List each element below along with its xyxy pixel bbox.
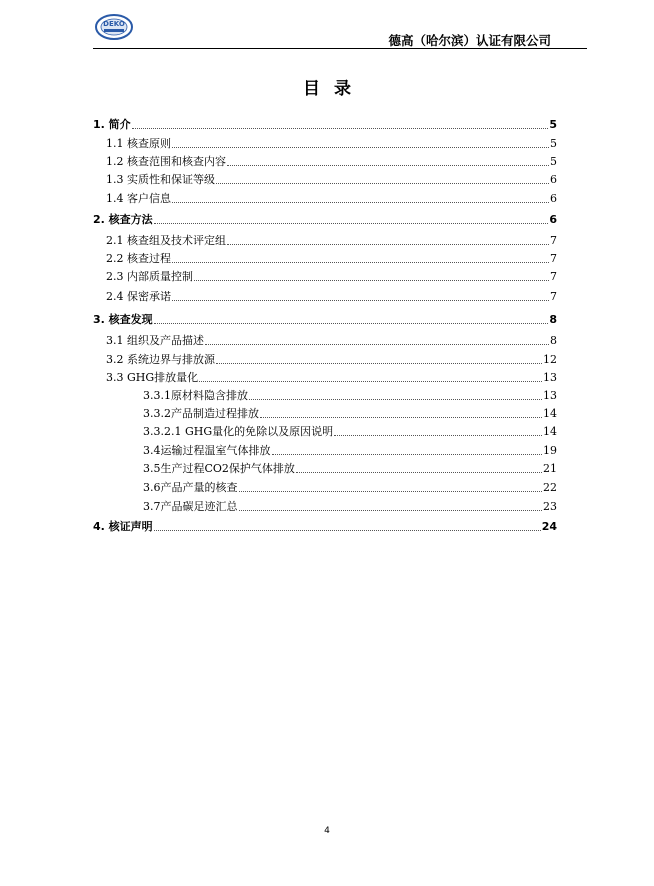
toc-entry-label: 3.1 组织及产品描述 [106,334,204,347]
toc-entry[interactable] [143,405,557,421]
toc-entry-page: 5 [550,137,557,150]
toc-entry[interactable] [106,171,557,187]
toc-entry-label: 3.6产品产量的核查 [143,481,238,494]
toc-entry-page: 19 [543,444,557,457]
toc-entry-page: 8 [549,313,557,326]
toc-leader-dots [154,223,549,224]
toc-entry-page: 13 [543,371,557,384]
toc-entry[interactable] [106,250,557,266]
company-logo-icon [94,13,134,41]
toc-leader-dots [260,417,542,418]
toc-entry-label: 3.4运输过程温室气体排放 [143,444,271,457]
toc-leader-dots [172,300,549,301]
toc-entry-page: 21 [543,462,557,475]
page-number: 4 [324,826,330,836]
toc-entry-label: 3. 核查发现 [93,313,153,326]
toc-entry-page: 8 [550,334,557,347]
toc-entry[interactable] [93,211,557,227]
toc-entry-label: 1. 简介 [93,118,131,131]
company-name: 德高（哈尔滨）认证有限公司 [388,33,551,48]
toc-leader-dots [216,183,549,184]
toc-entry-label: 1.1 核查原则 [106,137,171,150]
toc-entry-page: 14 [543,425,557,438]
toc-entry[interactable] [143,460,557,476]
toc-title: 目录 [303,79,365,99]
toc-leader-dots [216,363,542,364]
toc-leader-dots [239,510,543,511]
toc-leader-dots [227,165,549,166]
toc-entry-label: 3.3.1原材料隐含排放 [143,389,248,402]
toc-entry[interactable] [106,351,557,367]
toc-entry-page: 23 [543,500,557,513]
toc-entry[interactable] [106,232,557,248]
toc-leader-dots [154,323,549,324]
toc-entry-label: 1.2 核查范围和核查内容 [106,155,226,168]
toc-entry-page: 7 [550,252,557,265]
toc-leader-dots [132,128,549,129]
toc-entry-page: 24 [541,520,557,533]
toc-entry[interactable] [93,116,557,132]
toc-entry-page: 14 [543,407,557,420]
toc-entry-page: 5 [549,118,557,131]
toc-entry[interactable] [106,332,557,348]
toc-entry[interactable] [93,311,557,327]
toc-leader-dots [172,262,549,263]
toc-entry-page: 7 [550,290,557,303]
toc-entry-label: 2.2 核查过程 [106,252,171,265]
toc-entry-page: 6 [550,192,557,205]
toc-entry-page: 5 [550,155,557,168]
toc-leader-dots [272,454,543,455]
header-divider [93,48,587,49]
toc-leader-dots [227,244,549,245]
toc-leader-dots [199,381,542,382]
toc-entry[interactable] [143,423,557,439]
toc-entry-label: 1.3 实质性和保证等级 [106,173,215,186]
toc-entry-label: 3.3.2产品制造过程排放 [143,407,259,420]
toc-entry[interactable] [93,518,557,534]
toc-entry[interactable] [143,498,557,514]
toc-entry-page: 12 [543,353,557,366]
toc-entry-label: 3.7产品碳足迹汇总 [143,500,238,513]
toc-leader-dots [172,147,549,148]
toc-entry[interactable] [106,268,557,284]
toc-leader-dots [296,472,542,473]
toc-entry-label: 3.5生产过程CO2保护气体排放 [143,462,295,475]
toc-leader-dots [334,435,542,436]
toc-entry-label: 1.4 客户信息 [106,192,171,205]
toc-entry-label: 2. 核查方法 [93,213,153,226]
toc-entry-page: 22 [543,481,557,494]
toc-entry-label: 3.3 GHG排放量化 [106,371,199,384]
toc-leader-dots [194,280,549,281]
toc-entry-label: 3.3.2.1 GHG量化的免除以及原因说明 [143,425,334,438]
toc-entry-label: 2.4 保密承诺 [106,290,171,303]
toc-entry-page: 6 [550,173,557,186]
toc-entry-page: 6 [549,213,557,226]
toc-entry[interactable] [106,288,557,304]
toc-entry-label: 4. 核证声明 [93,520,153,533]
toc-entry[interactable] [106,135,557,151]
toc-entry-page: 7 [550,234,557,247]
toc-entry-label: 2.3 内部质量控制 [106,270,193,283]
toc-entry-page: 7 [550,270,557,283]
toc-entry[interactable] [106,190,557,206]
toc-leader-dots [249,399,542,400]
toc-entry-page: 13 [543,389,557,402]
toc-leader-dots [172,202,549,203]
logo-text: DEKO [103,20,125,28]
toc-entry[interactable] [106,369,557,385]
toc-entry[interactable] [143,479,557,495]
toc-entry[interactable] [143,442,557,458]
toc-leader-dots [154,530,541,531]
toc-leader-dots [239,491,543,492]
toc-entry[interactable] [106,153,557,169]
toc-entry[interactable] [143,387,557,403]
toc-entry-label: 2.1 核查组及技术评定组 [106,234,226,247]
toc-leader-dots [205,344,549,345]
toc-entry-label: 3.2 系统边界与排放源 [106,353,215,366]
